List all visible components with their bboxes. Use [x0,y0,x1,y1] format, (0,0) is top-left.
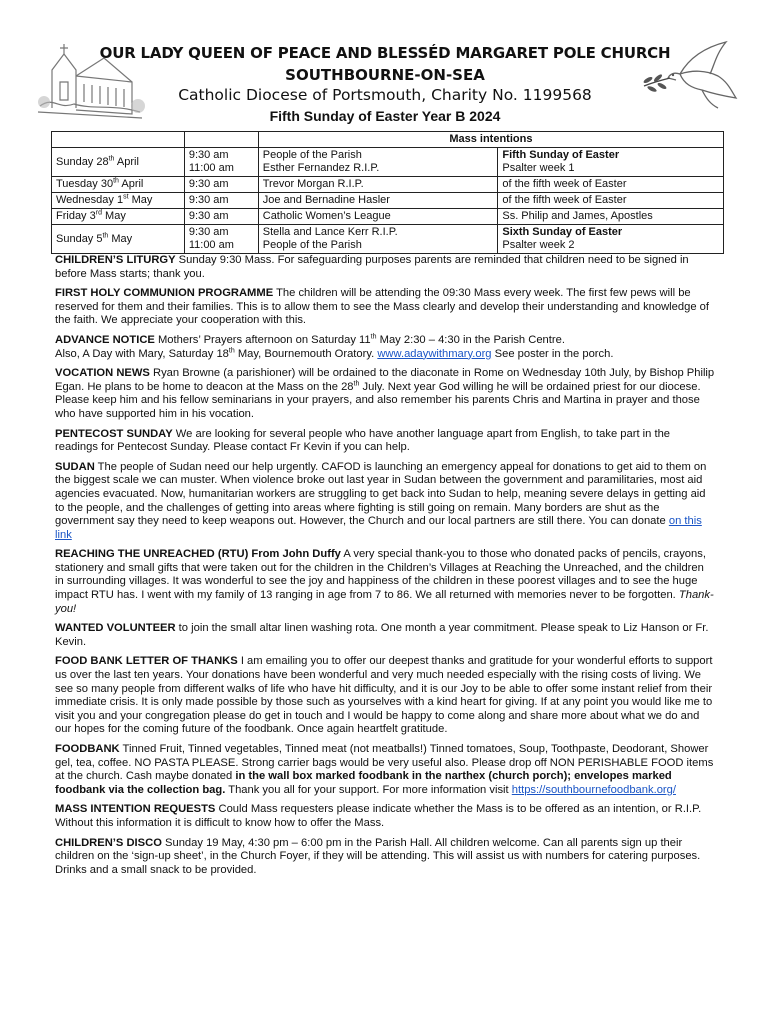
notice-vocation-news: VOCATION NEWS Ryan Browne (a parishioner) will be ordained to the diaconate in Rome on Wednesday 10th July, by Bishop Philip Egan. He plans to be home to deacon at the Mass on the 28th July. Next year God willing he will be ordained priest for our diocese. Please keep him and his fellow seminarians in your prayers, and also remember his parents Chris and Martina in prayer and those who have supported him in his vocation. [55,367,715,420]
table-cell-note: Sixth Sunday of Easter Psalter week 2 [498,225,724,254]
table-cell-note: of the fifth week of Easter [498,177,724,193]
dove-olive-branch-icon [640,40,740,112]
notice-pentecost-sunday: PENTECOST SUNDAY We are looking for several people who have another language apart from English, to take part in the readings for Pentecost Sunday. Please contact Fr Kevin if you can help. [55,427,671,454]
notice-food-bank-letter: FOOD BANK LETTER OF THANKS I am emailing you to offer our deepest thanks and gratitude for your wonderful efforts to support us over the last ten years. Your donations have been wonderful and very much needed especially with the rising costs of living. We see so many people from different walks of life who have hit difficulty, and it is our Joy to be able to offer some instant relief from their immediate crisis. It is only made possible by those such as yourselves with a kind heart for giving. If at any point you would like me to visit you and your congregation please do get in touch and I would be happy to come along and share more about what we do and our hopes for the coming future of the foodbank. Once again heartfelt gratitude. [55,655,713,736]
table-cell-time: 9:30 am 11:00 am [184,148,258,177]
church-location: SOUTHBOURNE-ON-SEA [285,66,485,84]
table-cell-intention: Catholic Women’s League [258,209,498,225]
table-cell-day: Wednesday 1st May [52,193,185,209]
table-row [52,193,724,209]
cafod-donate-link[interactable]: on this link [55,515,702,541]
table-row [52,225,724,254]
table-row [52,148,724,177]
diocese-charity: Catholic Diocese of Portsmouth, Charity No. 1199568 [178,86,592,104]
table-header-row [52,132,724,148]
notice-first-holy-communion: FIRST HOLY COMMUNION PROGRAMME The children will be attending the 09:30 Mass every week. The first few pews will be reserved for them and their families. This is to allow them to see the Mass clearly and develop their understanding and knowledge of the faith. We appreciate your cooperation with this. [55,287,709,327]
liturgical-sunday: Fifth Sunday of Easter Year B 2024 [269,108,501,124]
table-cell-time: 9:30 am [184,193,258,209]
table-cell-time: 9:30 am [184,209,258,225]
table-cell-day: Sunday 28th April [52,148,185,177]
table-row [52,177,724,193]
table-row [52,209,724,225]
foodbank-link[interactable]: https://southbournefoodbank.org/ [511,783,676,796]
table-cell-note: of the fifth week of Easter [498,193,724,209]
notice-childrens-disco: CHILDREN’S DISCO Sunday 19 May, 4:30 pm – 6:00 pm in the Parish Hall. All children welcome. Can all parents sign up their children on the ‘sign-up sheet’, in the Church Foyer, if they will be attending. This will assist us with numbers for catering purposes. Drinks and a small snack to be provided. [55,836,701,876]
aday-with-mary-link[interactable]: www.adaywithmary.org [377,347,492,360]
newsletter-header [0,0,770,130]
church-name: OUR LADY QUEEN OF PEACE AND BLESSÉD MARGARET POLE CHURCH [99,44,671,62]
table-cell-note: Fifth Sunday of Easter Psalter week 1 [498,148,724,177]
notice-childrens-liturgy: CHILDREN’S LITURGY Sunday 9:30 Mass. For safeguarding purposes parents are reminded that children need to be signed in before Mass starts; thank you. [55,254,689,280]
table-cell-intention: Trevor Morgan R.I.P. [258,177,498,193]
table-cell-time: 9:30 am [184,177,258,193]
notices [55,254,715,883]
table-cell-day: Tuesday 30th April [52,177,185,193]
notice-foodbank: FOODBANK Tinned Fruit, Tinned vegetables, Tinned meat (not meatballs!) Tinned tomatoes, Soup, Toothpaste, Deodorant, Shower gel, tea, coffee. NO PASTA PLEASE. Strong carrier bags would be very useful also. Please drop off NON PERISHABLE FOOD items at the church. Cash maybe donated in the wall box marked foodbank in the narthex (church porch); envelopes marked foodbank via the collection bag. Thank you all for your support. For more information visit https://southbournefoodbank.org/ [55,743,714,796]
table-cell-intention: Joe and Bernadine Hasler [258,193,498,209]
notice-sudan: SUDAN The people of Sudan need our help urgently. CAFOD is launching an emergency appeal for donations to get aid to them on the biggest scale we can muster. When violence broke out last year in Sudan between the government and paramilitaries, most aid agencies evacuated. Now, humanitarian workers are struggling to get back into Sudan to help, meaning severe delays in getting aid to the people, and the challenges of getting into areas where fighting is still going on remain. Many borders are shut as the government say they need to keep weapons out. However, the Church and our local partners are still there. You can donate on this link [55,460,707,541]
table-cell-intention: Stella and Lance Kerr R.I.P. People of the Parish [258,225,498,254]
table-cell-time: 9:30 am 11:00 am [184,225,258,254]
table-cell-day: Sunday 5th May [52,225,185,254]
notice-advance: ADVANCE NOTICE Mothers’ Prayers afternoon on Saturday 11th May 2:30 – 4:30 in the Parish Centre. Also, A Day with Mary, Saturday 18th May, Bournemouth Oratory. www.adaywithmary.org See poster in the porch. [55,333,614,360]
table-cell-note: Ss. Philip and James, Apostles [498,209,724,225]
table-cell-day: Friday 3rd May [52,209,185,225]
notice-wanted-volunteer: WANTED VOLUNTEER to join the small altar linen washing rota. One month a year commitment. Please speak to Liz Hanson or Fr. Kevin. [55,622,709,648]
notice-reaching-the-unreached: REACHING THE UNREACHED (RTU) From John Duffy A very special thank-you to those who donated packs of pencils, crayons, stationery and small gifts that were taken out for the children in the Children’s Villages at Reaching the Unreached, and the children in surrounding villages. It was wonderful to see the joy and happiness of the children in these poorest villages and to see the huge impact RTU has. I went with my family of 13 ranging in age from 7 to 86. We all returned with memories never to be forgotten. Thank-you! [55,548,714,615]
notice-mass-intention-requests: MASS INTENTION REQUESTS Could Mass requesters please indicate whether the Mass is to be offered as an intention, or R.I.P. Without this information it is difficult to know how to offer the Mass. [55,803,702,829]
table-header: Mass intentions [258,132,723,148]
table-cell-intention: People of the Parish Esther Fernandez R.I.P. [258,148,498,177]
mass-intentions-table [51,131,724,254]
